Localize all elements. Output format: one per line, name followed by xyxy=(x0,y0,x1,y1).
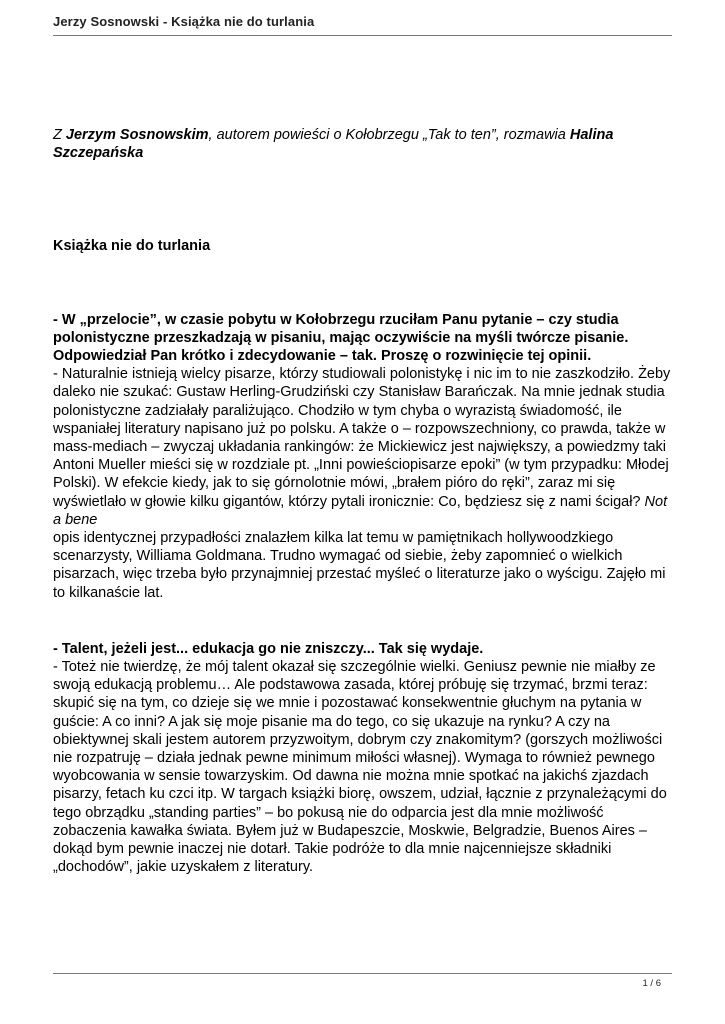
qa-section-1 xyxy=(53,311,678,602)
header-divider xyxy=(53,35,672,36)
intro-paragraph xyxy=(53,126,678,162)
answer-1-part-2: opis identycznej przypadłości znalazłem kilka lat temu w pamiętnikach hollywoodzkiego scenarzysty, Williama Goldmana. Trudno wymagać od siebie, żeby zapomnieć o wielkich pisarzach, więc trzeba było przynajmniej przestać myśleć o literaturze jako o wyścigu. Zajęło mi to kilkanaście lat. xyxy=(53,530,666,601)
footer-divider xyxy=(53,973,672,974)
intro-interviewer: Halina Szczepańska xyxy=(53,127,614,162)
answer-2: - Toteż nie twierdzę, że mój talent okazał się szczególnie wielki. Geniusz pewnie nie miałby ze swoją edukacją problemu… Ale podstawowa zasada, której próbuję się trzymać, brzmi teraz: skupić się na tym, co dzieje się we mnie i pozostawać konsekwentnie głuchym na pytania w guście: A co inni? A jak się moje pisanie ma do tego, co się ukazuje na rynku? A czy na obiektywnej skali jestem autorem przyzwoitym, dobrym czy znakomitym? (gorszych możliwości nie rozpatruję – działa jednak pewne minimum miłości własnej). Wymaga to również pewnego wyobcowania w sensie towarzyskim. Od dawna nie można mnie spotkać na jakichś zjazdach pisarzy, fetach ku czci itp. W targach książki biorę, owszem, udział, łącznie z przynależącymi do tego obrządku „standing parties” – bo pokusą nie do odparcia jest dla mnie możliwość zobaczenia kawałka świata. Byłem już w Budapeszcie, Moskwie, Belgradzie, Buenos Aires – dokąd bym pewnie inaczej nie dotarł. Takie podróże to dla mnie najcenniejsze składniki „dochodów”, jakie uzyskałem z literatury. xyxy=(53,659,667,876)
answer-1-italic: Not a bene xyxy=(53,493,668,528)
qa-section-2 xyxy=(53,640,678,877)
question-2: - Talent, jeżeli jest... edukacja go nie zniszczy... Tak się wydaje. xyxy=(53,640,484,657)
article-body xyxy=(53,126,678,877)
intro-middle: , autorem powieści o Kołobrzegu „Tak to ten”, rozmawia xyxy=(208,127,570,143)
document-header-title: Jerzy Sosnowski - Książka nie do turlania xyxy=(53,14,315,29)
answer-1-part-1 xyxy=(53,365,678,529)
question-1: - W „przelocie”, w czasie pobytu w Kołobrzegu rzuciłam Panu pytanie – czy studia polonistyczne przeszkadzają w pisaniu, mając oczywiście na myśli twórcze pisanie. Odpowiedział Pan krótko i zdecydowanie – tak. Proszę o rozwinięcie tej opinii. xyxy=(53,311,629,365)
intro-prefix: Z xyxy=(53,127,66,143)
page-number: 1 / 6 xyxy=(642,978,661,989)
intro-author: Jerzym Sosnowskim xyxy=(65,127,209,143)
answer-1-text: - Naturalnie istnieją wielcy pisarze, którzy studiowali polonistykę i nic im to nie zaszkodziło. Żeby daleko nie szukać: Gustaw Herling-Grudziński czy Stanisław Barańczak. Na mnie jednak studia polonistyczne zadziałały paraliżująco. Chodziło w tym chyba o wyrazistą świadomość, ile wspaniałej literatury napisano już po polsku. A także o – rozpowszechniony, co prawda, także w mass-mediach – zwyczaj układania rankingów: że Mickiewicz jest największy, a powiedzmy taki Antoni Mueller mieści się w rozdziale pt. „Inni powieściopisarze epoki” (w tym przypadku: Młodej Polski). W efekcie kiedy, jak to się górnolotnie mówi, „brałem pióro do ręki”, zaraz mi się wyświetlało w głowie kilku gigantów, którzy pytali ironicznie: Co, będziesz się z nami ścigał? xyxy=(53,366,671,510)
article-title: Książka nie do turlania xyxy=(53,238,211,255)
